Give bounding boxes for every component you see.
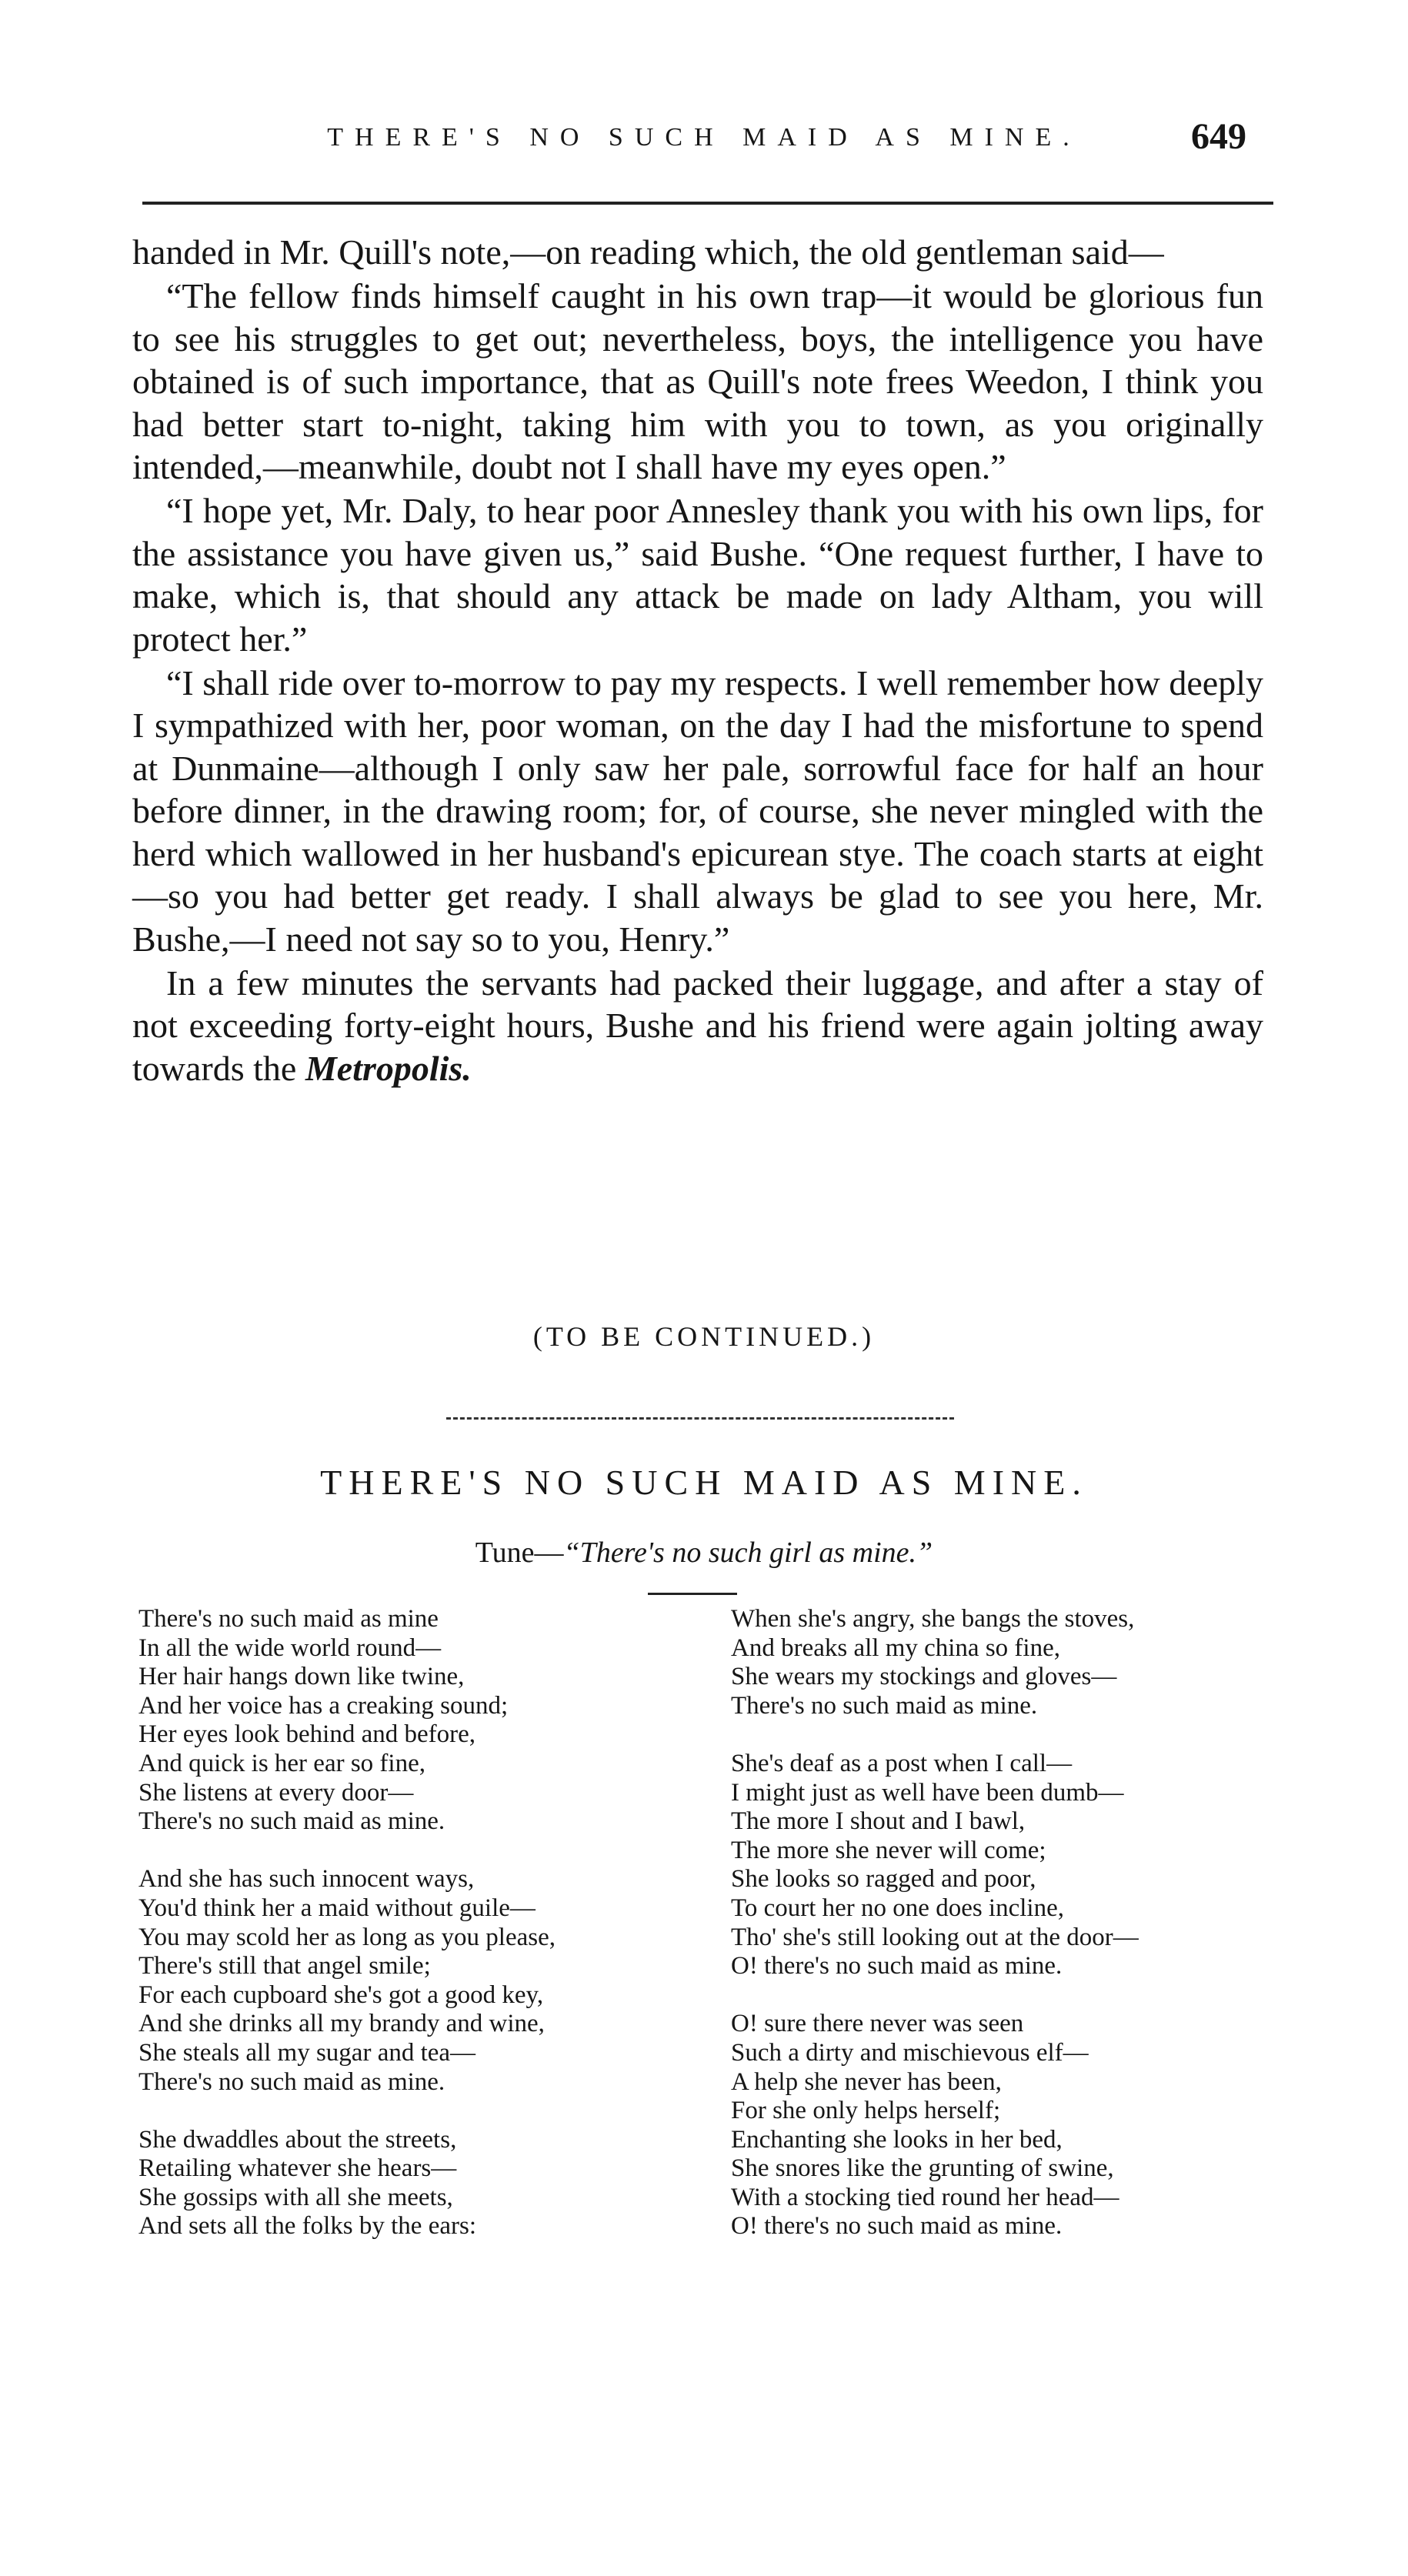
prose-body <box>132 231 1263 1089</box>
paragraph: handed in Mr. Quill's note,—on reading which, the old gentleman said— <box>132 232 1164 272</box>
emphasis-metropolis: Metropolis. <box>305 1048 472 1088</box>
verse-line: You'd think her a maid without guile— <box>138 1894 536 1922</box>
stanza <box>138 2126 677 2241</box>
section-divider <box>446 1417 954 1420</box>
verse-line: O! there's no such maid as mine. <box>731 1952 1063 1980</box>
poem-title: THERE'S NO SUCH MAID AS MINE. <box>320 1463 1088 1502</box>
verse-line: O! there's no such maid as mine. <box>731 2212 1063 2241</box>
verse-line: In all the wide world round— <box>138 1633 442 1662</box>
verse-line: The more she never will come; <box>731 1836 1046 1864</box>
verse-line: To court her no one does incline, <box>731 1894 1064 1922</box>
running-head: THERE'S NO SUCH MAID AS MINE. <box>327 123 1081 152</box>
verse-line: She's deaf as a post when I call— <box>731 1749 1073 1777</box>
verse-line: And her voice has a creaking sound; <box>138 1691 509 1720</box>
verse-line: I might just as well have been dumb— <box>731 1778 1124 1807</box>
verse-line: For each cupboard she's got a good key, <box>138 1980 544 2009</box>
verse-line: She dwaddles about the streets, <box>138 2125 457 2154</box>
tune-rule <box>648 1593 737 1595</box>
verse-line: For she only helps herself; <box>731 2097 1001 2125</box>
verse-line: Such a dirty and mischievous elf— <box>731 2038 1089 2067</box>
stanza <box>138 1865 677 2097</box>
stanza <box>731 1605 1285 1720</box>
verse-line: There's no such maid as mine. <box>138 2067 445 2096</box>
stanza <box>731 2010 1285 2241</box>
stanza <box>731 1750 1285 1981</box>
verse-line: She gossips with all she meets, <box>138 2183 453 2211</box>
verse-line: Tho' she's still looking out at the door— <box>731 1923 1139 1951</box>
verse-line: Retailing whatever she hears— <box>138 2154 457 2183</box>
stanza <box>138 1605 677 1837</box>
verse-line: Her eyes look behind and before, <box>138 1720 476 1749</box>
verse-line: And she has such innocent ways, <box>138 1865 475 1894</box>
verse-line: You may scold her as long as you please, <box>138 1923 556 1951</box>
verse-line: Her hair hangs down like twine, <box>138 1663 465 1691</box>
verse-line: A help she never has been, <box>731 2067 1002 2096</box>
poem-tune <box>0 1536 1408 1570</box>
verse-line: O! sure there never was seen <box>731 2010 1024 2038</box>
verse-line: She listens at every door— <box>138 1778 414 1807</box>
verse-line: There's no such maid as mine. <box>731 1691 1038 1720</box>
paragraph: “I shall ride over to-morrow to pay my respects. I well remember how deeply I sympathized with her, poor woman, on the day I had the misfortune to spend at Dunmaine—although I only saw her pale, sorrowful face for half an hour before dinner, in the drawing room; for, of course, she never mingled with the herd which wallowed in her husband's epicurean stye. The coach starts at eight—so you had better get ready. I shall always be glad to see you here, Mr. Bushe,—I need not say so to you, Henry.” <box>132 663 1263 959</box>
verse-line: With a stocking tied round her head— <box>731 2183 1119 2211</box>
poem-left-column <box>138 1605 677 2241</box>
paragraph: “The fellow finds himself caught in his own trap—it would be glorious fun to see his struggles to get out; nevertheless, boys, the intelligence you have obtained is of such importance, that as Quill's note frees Weedon, I think you had better start to-night, taking him with you to town, as you originally intended,—meanwhile, doubt not I shall have my eyes open.” <box>132 276 1263 487</box>
verse-line: She snores like the grunting of swine, <box>731 2154 1114 2183</box>
verse-line: She looks so ragged and poor, <box>731 1865 1036 1894</box>
poem-right-column <box>731 1605 1285 2241</box>
tune-name: “There's no such girl as mine.” <box>563 1537 933 1569</box>
verse-line: She steals all my sugar and tea— <box>138 2038 476 2067</box>
verse-line: The more I shout and I bawl, <box>731 1807 1026 1836</box>
verse-line: There's still that angel smile; <box>138 1952 431 1980</box>
verse-line: And quick is her ear so fine, <box>138 1749 425 1777</box>
verse-line: There's no such maid as mine <box>138 1605 439 1633</box>
verse-line: There's no such maid as mine. <box>138 1807 445 1836</box>
header-rule <box>142 202 1273 205</box>
paragraph-final <box>132 962 1263 1089</box>
paragraph: “I hope yet, Mr. Daly, to hear poor Annesley thank you with his own lips, for the assistance you have given us,” said Bushe. “One request further, I have to make, which is, that should any attack be made on lady Altham, you will protect her.” <box>132 491 1263 659</box>
page-number: 649 <box>1191 116 1246 157</box>
verse-line: And breaks all my china so fine, <box>731 1633 1060 1662</box>
verse-line: And sets all the folks by the ears: <box>138 2212 476 2241</box>
to-be-continued: (TO BE CONTINUED.) <box>532 1321 876 1352</box>
verse-line: Enchanting she looks in her bed, <box>731 2125 1063 2154</box>
paragraph-final-text: In a few minutes the servants had packed their luggage, and after a stay of not exceeding forty-eight hours, Bushe and his friend were again jolting away towards the <box>132 963 1263 1088</box>
verse-line: She wears my stockings and gloves— <box>731 1663 1117 1691</box>
verse-line: And she drinks all my brandy and wine, <box>138 2010 545 2038</box>
verse-line: When she's angry, she bangs the stoves, <box>731 1605 1135 1633</box>
tune-label: Tune— <box>475 1537 564 1569</box>
